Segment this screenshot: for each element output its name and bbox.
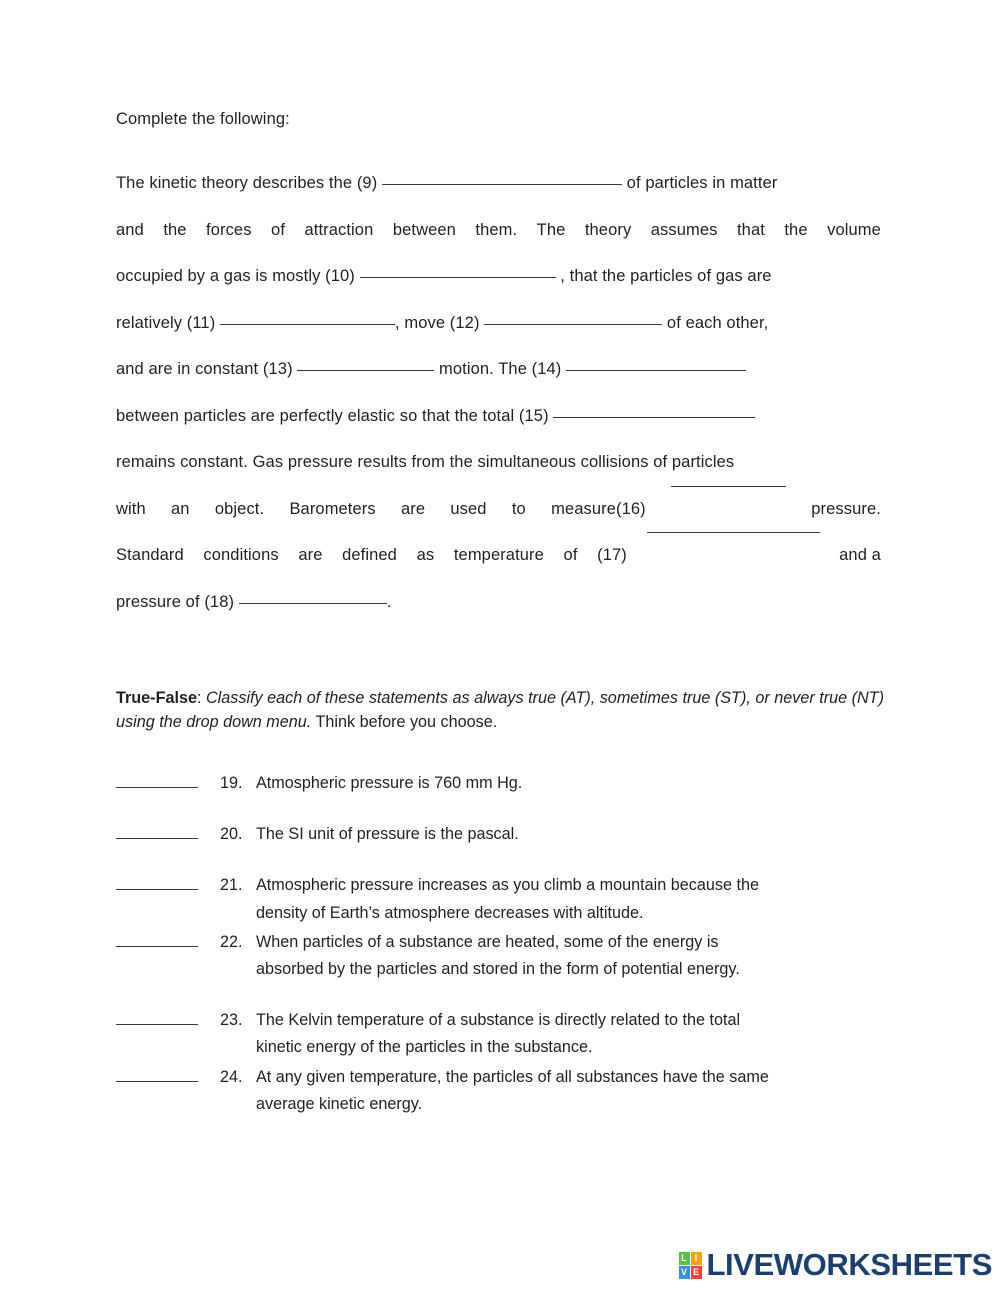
list-item — [116, 872, 881, 926]
list-item — [116, 770, 881, 797]
line8-w2: an — [171, 499, 190, 518]
item-text-21-line1: Atmospheric pressure increases as you climb a mountain because the — [256, 876, 759, 895]
line4-text-a: relatively (11) — [116, 313, 220, 332]
logo-tile-e: E — [691, 1266, 702, 1279]
true-false-colon: : — [196, 689, 206, 708]
paragraph-line-10 — [116, 579, 881, 626]
line8-w8: measure(16) — [551, 499, 646, 518]
answer-blank-9[interactable] — [382, 184, 622, 185]
line10-text-b: . — [386, 592, 392, 611]
line2-w11: that — [736, 220, 765, 239]
line5-text-b: motion. The (14) — [434, 360, 567, 379]
answer-blank-20[interactable] — [116, 821, 198, 839]
answer-blank-23[interactable] — [116, 1007, 198, 1025]
answer-blank-16[interactable] — [671, 486, 786, 487]
true-false-instruction-italic: Classify each of these statements as always true (AT), sometimes true (ST), or never true (NT) using the drop down menu. — [116, 689, 884, 731]
item-number-24: 24. — [220, 1067, 243, 1086]
item-text-24 — [256, 1064, 881, 1118]
spacer — [116, 848, 881, 872]
line2-w4: of — [271, 220, 286, 239]
line2-w2: the — [163, 220, 187, 239]
true-false-heading — [116, 687, 888, 734]
item-text-23-line1: The Kelvin temperature of a substance is directly related to the total — [256, 1011, 741, 1030]
line2-w13: volume — [827, 220, 881, 239]
line2-w12: the — [784, 220, 808, 239]
item-number-21: 21. — [220, 876, 243, 895]
answer-blank-17[interactable] — [647, 532, 820, 533]
line4-text-c: of each other, — [662, 313, 769, 332]
instruction-text: Complete the following: — [116, 110, 290, 128]
answer-blank-24[interactable] — [116, 1064, 198, 1082]
item-text-21 — [256, 872, 881, 926]
item-number-22: 22. — [220, 932, 243, 951]
list-item — [116, 1007, 881, 1061]
item-text-22 — [256, 929, 881, 983]
true-false-instruction-plain: Think before you choose. — [311, 712, 498, 731]
line8-w1: with — [116, 499, 146, 518]
item-number-23: 23. — [220, 1011, 243, 1030]
line3-text-before: occupied by a gas is mostly (10) — [116, 267, 360, 286]
answer-blank-10[interactable] — [360, 277, 556, 278]
fill-in-paragraph — [116, 160, 881, 625]
instruction-heading — [116, 108, 881, 130]
line9-w1: Standard — [116, 546, 184, 565]
line2-w8: The — [536, 220, 566, 239]
line1-text-after: of particles in matter — [621, 174, 778, 193]
list-item — [116, 821, 881, 848]
paragraph-line-1 — [116, 160, 881, 207]
logo-tile-l: L — [679, 1252, 690, 1265]
line7-text: remains constant. Gas pressure results from the simultaneous collisions of particles — [116, 453, 735, 472]
item-text-21-line2: density of Earth’s atmosphere decreases with altitude. — [256, 903, 644, 922]
list-item — [116, 1064, 881, 1118]
answer-blank-19[interactable] — [116, 770, 198, 788]
paragraph-line-4 — [116, 300, 881, 347]
paragraph-line-6 — [116, 393, 881, 440]
answer-blank-15[interactable] — [553, 417, 755, 418]
line2-w10: assumes — [650, 220, 718, 239]
answer-blank-14[interactable] — [566, 370, 746, 371]
paragraph-line-8 — [116, 486, 881, 533]
item-text-24-line2: average kinetic energy. — [256, 1094, 423, 1113]
line8-w9: pressure. — [811, 499, 881, 518]
line2-w5: attraction — [304, 220, 374, 239]
paragraph-line-7 — [116, 439, 881, 486]
line9-w2: conditions — [203, 546, 279, 565]
paragraph-line-3 — [116, 253, 881, 300]
answer-blank-11[interactable] — [220, 324, 395, 325]
spacer — [116, 797, 881, 821]
line9-w4: defined — [342, 546, 397, 565]
answer-blank-12[interactable] — [484, 324, 662, 325]
item-text-19: Atmospheric pressure is 760 mm Hg. — [256, 773, 523, 792]
line8-w4: Barometers — [289, 499, 376, 518]
answer-blank-22[interactable] — [116, 929, 198, 947]
logo-tile-i: I — [691, 1252, 702, 1265]
line9-w3: are — [298, 546, 323, 565]
line4-text-b: , move (12) — [395, 313, 485, 332]
line9-w7: of — [563, 546, 578, 565]
line8-w7: to — [511, 499, 526, 518]
line3-text-after: , that the particles of gas are — [555, 267, 772, 286]
line6-text-a: between particles are perfectly elastic so that the total (15) — [116, 406, 554, 425]
item-text-22-line2: absorbed by the particles and stored in the form of potential energy. — [256, 960, 740, 979]
line9-w5: as — [416, 546, 435, 565]
logo-wordmark: LIVEWORKSHEETS — [706, 1247, 992, 1282]
true-false-list — [116, 770, 881, 1118]
item-text-22-line1: When particles of a substance are heated, some of the energy is — [256, 932, 719, 951]
spacer — [116, 983, 881, 1007]
line8-w3: object. — [214, 499, 265, 518]
line8-w5: are — [400, 499, 426, 518]
line8-w6: used — [450, 499, 487, 518]
line1-text-before: The kinetic theory describes the (9) — [116, 174, 382, 193]
line2-w6: between — [392, 220, 456, 239]
line2-w1: and — [116, 220, 144, 239]
item-text-23-line2: kinetic energy of the particles in the substance. — [256, 1038, 593, 1057]
item-text-24-line1: At any given temperature, the particles of all substances have the same — [256, 1067, 769, 1086]
line10-text-a: pressure of (18) — [116, 592, 239, 611]
line2-w3: forces — [206, 220, 252, 239]
item-text-20: The SI unit of pressure is the pascal. — [256, 825, 519, 844]
paragraph-line-9 — [116, 532, 881, 579]
item-number-20: 20. — [220, 825, 243, 844]
liveworksheets-logo-icon — [679, 1252, 702, 1279]
line9-w6: temperature — [453, 546, 544, 565]
paragraph-line-2 — [116, 207, 881, 254]
item-number-19: 19. — [220, 773, 243, 792]
logo-tile-v: V — [679, 1266, 690, 1279]
list-item — [116, 929, 881, 983]
item-text-23 — [256, 1007, 881, 1061]
liveworksheets-logo[interactable] — [679, 1247, 992, 1283]
answer-blank-21[interactable] — [116, 872, 198, 890]
answer-blank-18[interactable] — [239, 603, 387, 604]
paragraph-line-5 — [116, 346, 881, 393]
worksheet-content — [116, 108, 884, 1118]
line9-w9: and a — [839, 546, 881, 565]
true-false-label: True-False — [116, 689, 197, 708]
line2-w9: theory — [584, 220, 632, 239]
line2-w7: them. — [475, 220, 518, 239]
answer-blank-13[interactable] — [297, 370, 434, 371]
line9-w8: (17) — [597, 546, 627, 565]
line5-text-a: and are in constant (13) — [116, 360, 298, 379]
